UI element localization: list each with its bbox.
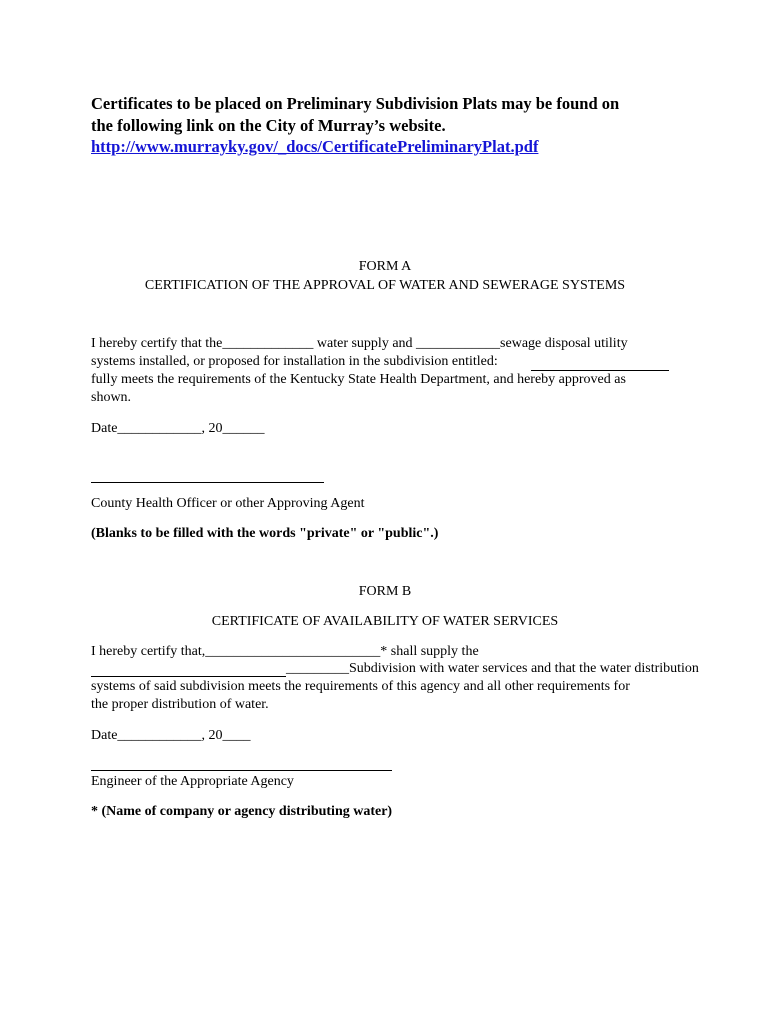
header-line-2: the following link on the City of Murray’s website. <box>91 116 446 135</box>
form-b-title: CERTIFICATE OF AVAILABILITY OF WATER SERVICES <box>211 614 559 629</box>
form-a-p1-text-b: _____ water supply and ______ <box>278 336 459 351</box>
form-b-p1-text-b: _______________ <box>240 644 346 659</box>
form-a-p1-text-d: ___sewage disposal utility <box>479 336 628 351</box>
form-a-p1-text-a: I hereby certify that the________ <box>91 336 279 351</box>
form-a-date-line <box>91 421 264 437</box>
form-a-title: CERTIFICATION OF THE APPROVAL OF WATER AND SEWERAGE SYSTEMS <box>144 278 626 293</box>
form-b-p2-text: _________Subdivision with water services and that the water distribution <box>286 661 699 676</box>
form-a-paragraph-line-4: shown. <box>91 390 132 405</box>
form-b-date-text-b: _, 20____ <box>194 728 251 743</box>
form-b-p1-text-a: I hereby certify that,_____ <box>91 644 241 659</box>
form-a-date-text-b: ___, 20 <box>180 421 223 436</box>
form-b-date-text-a: Date___________ <box>91 728 195 743</box>
certificate-link[interactable]: http://www.murrayky.gov/_docs/CertificatePreliminaryPlat.pdf <box>91 137 539 156</box>
form-b-p1-text-c: _____* shall supply the <box>345 644 479 659</box>
form-b-paragraph-line-2 <box>91 661 699 677</box>
form-b-note: * (Name of company or agency distributing water) <box>91 804 393 819</box>
form-a-signature-line <box>91 482 324 483</box>
form-a-note: (Blanks to be filled with the words "private" or "public".) <box>91 526 439 541</box>
form-a-date-text-c: __ <box>222 421 237 436</box>
form-a-heading: FORM A <box>358 259 412 274</box>
form-a-signer-label: County Health Officer or other Approving Agent <box>91 496 365 511</box>
form-b-date-line <box>91 728 250 744</box>
header-line-1: Certificates to be placed on Preliminary Subdivision Plats may be found on <box>91 94 620 113</box>
form-a-date-text-d: ____ <box>236 421 265 436</box>
form-a-paragraph-line-3: fully meets the requirements of the Kentucky State Health Department, and hereby approved as <box>91 372 626 387</box>
form-a-date-text-a: Date_________ <box>91 421 181 436</box>
form-a-p1-text-c: ___ <box>458 336 480 351</box>
form-a-paragraph-line-2: systems installed, or proposed for installation in the subdivision entitled: <box>91 354 498 369</box>
form-b-paragraph-line-3: systems of said subdivision meets the requirements of this agency and all other requirements for <box>91 679 630 694</box>
form-b-paragraph-line-4: the proper distribution of water. <box>91 697 269 712</box>
form-a-paragraph-line-1 <box>91 336 628 352</box>
form-b-heading: FORM B <box>358 584 412 599</box>
form-b-signature-line <box>91 770 392 771</box>
subdivision-name-blank <box>531 370 669 371</box>
form-b-signer-label: Engineer of the Appropriate Agency <box>91 774 294 789</box>
form-b-paragraph-line-1 <box>91 644 479 660</box>
